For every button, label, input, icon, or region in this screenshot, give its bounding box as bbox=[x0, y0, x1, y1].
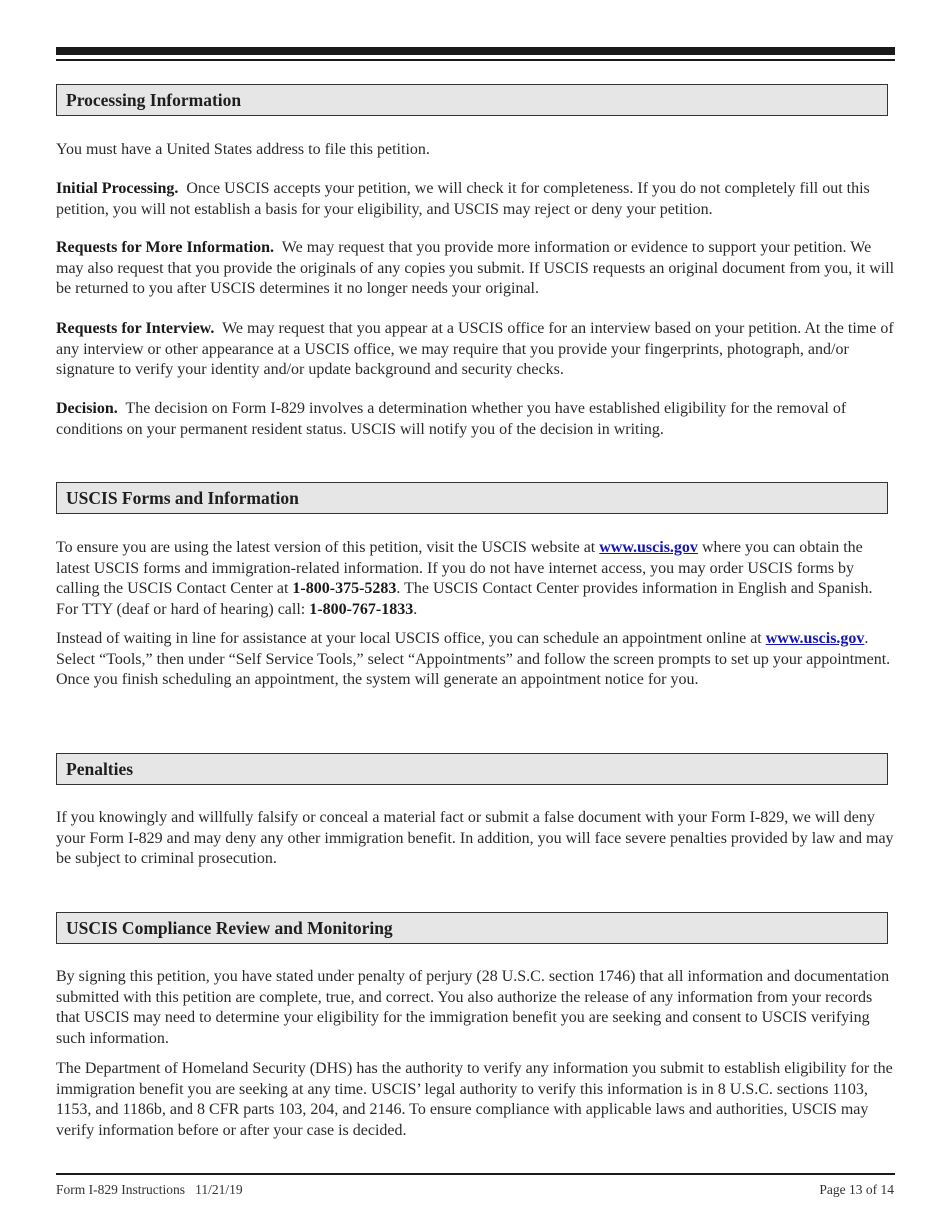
interview-text: We may request that you appear at a USCIS office for an interview based on your petition. At the time of any interview or other appearance at a USCIS office, we may require that you provide your fingerprints, photograph, and/or signature to verify your identity and/or update background and security checks. bbox=[56, 320, 894, 378]
top-rule-thick bbox=[56, 47, 895, 55]
top-rule-thin bbox=[56, 59, 895, 61]
processing-intro: You must have a United States address to file this petition. bbox=[56, 141, 430, 158]
more-info-text: We may request that you provide more information or evidence to support your petition. We may also request that you provide the originals of any copies you submit. If USCIS requests an original document from you, it will be returned to you after USCIS determines it no longer needs your original. bbox=[56, 239, 895, 297]
forms-p2-text-b: . Select “Tools,” then under “Self Service Tools,” select “Appointments” and follow the screen prompts to set up your appointment. Once you finish scheduling an appointment, the system will generate an appointment notice for you. bbox=[56, 630, 891, 688]
uscis-website-link[interactable]: www.uscis.gov bbox=[599, 539, 698, 556]
compliance-paragraph-1: By signing this petition, you have stated under penalty of perjury (28 U.S.C. section 1746) that all information and documentation submitted with this petition are complete, true, and correct. You also authorize the release of any information from your records that USCIS may need to determine your eligibility for the immigration benefit you are seeking and consent to USCIS verifying such information. bbox=[56, 968, 890, 1047]
section-header-compliance: USCIS Compliance Review and Monitoring bbox=[56, 912, 888, 944]
forms-p2-text-a: Instead of waiting in line for assistance at your local USCIS office, you can schedule an appointment online at bbox=[56, 630, 766, 647]
penalties-paragraph: If you knowingly and willfully falsify or conceal a material fact or submit a false document with your Form I-829, we will deny your Form I-829 and may deny any other immigration benefit. In addition, you will face severe penalties provided by law and may be subject to criminal prosecution. bbox=[56, 809, 894, 867]
decision-text: The decision on Form I-829 involves a determination whether you have established eligibility for the removal of conditions on your permanent resident status. USCIS will notify you of the decision in writing. bbox=[56, 400, 847, 438]
section-header-forms: USCIS Forms and Information bbox=[56, 482, 888, 514]
initial-processing-heading: Initial Processing. bbox=[56, 180, 179, 197]
tty-phone: 1-800-767-1833 bbox=[309, 600, 414, 618]
forms-p1-text-a: To ensure you are using the latest version of this petition, visit the USCIS website at bbox=[56, 539, 600, 556]
forms-paragraph-2 bbox=[56, 629, 898, 691]
forms-p1-text-c: . The USCIS Contact Center provides information in English and Spanish. For TTY (deaf or hard of hearing) call: bbox=[56, 580, 873, 618]
section-header-processing: Processing Information bbox=[56, 84, 888, 116]
footer-rule bbox=[56, 1173, 895, 1175]
forms-p1-text-d: . bbox=[413, 600, 418, 618]
footer-page-number: Page 13 of 14 bbox=[819, 1182, 894, 1197]
initial-processing-paragraph bbox=[56, 179, 898, 220]
decision-paragraph bbox=[56, 399, 898, 440]
forms-paragraph-1 bbox=[56, 538, 898, 620]
more-info-paragraph bbox=[56, 238, 898, 300]
footer-form-name: Form I-829 Instructions 11/21/19 bbox=[56, 1182, 243, 1197]
interview-heading: Requests for Interview. bbox=[56, 320, 215, 337]
interview-paragraph bbox=[56, 319, 898, 381]
more-info-heading: Requests for More Information. bbox=[56, 239, 275, 256]
uscis-website-link-2[interactable]: www.uscis.gov bbox=[765, 630, 865, 647]
contact-center-phone: 1-800-375-5283 bbox=[292, 580, 397, 597]
decision-heading: Decision. bbox=[56, 400, 118, 417]
initial-processing-text: Once USCIS accepts your petition, we will check it for completeness. If you do not completely fill out this petition, you will not establish a basis for your eligibility, and USCIS may reject or deny your petition. bbox=[56, 180, 870, 218]
compliance-paragraph-2: The Department of Homeland Security (DHS) has the authority to verify any information you submit to establish eligibility for the immigration benefit you are seeking at any time. USCIS’ legal authority to verify this information is in 8 U.S.C. sections 1103, 1153, and 1186b, and 8 CFR parts 103, 204, and 2146. To ensure compliance with applicable laws and authorities, USCIS may verify information before or after your case is decided. bbox=[56, 1060, 893, 1139]
section-header-penalties: Penalties bbox=[56, 753, 888, 785]
forms-p1-text-b: where you can obtain the latest USCIS forms and immigration-related information. If you do not have internet access, you may order USCIS forms by calling the USCIS Contact Center at bbox=[56, 539, 863, 597]
